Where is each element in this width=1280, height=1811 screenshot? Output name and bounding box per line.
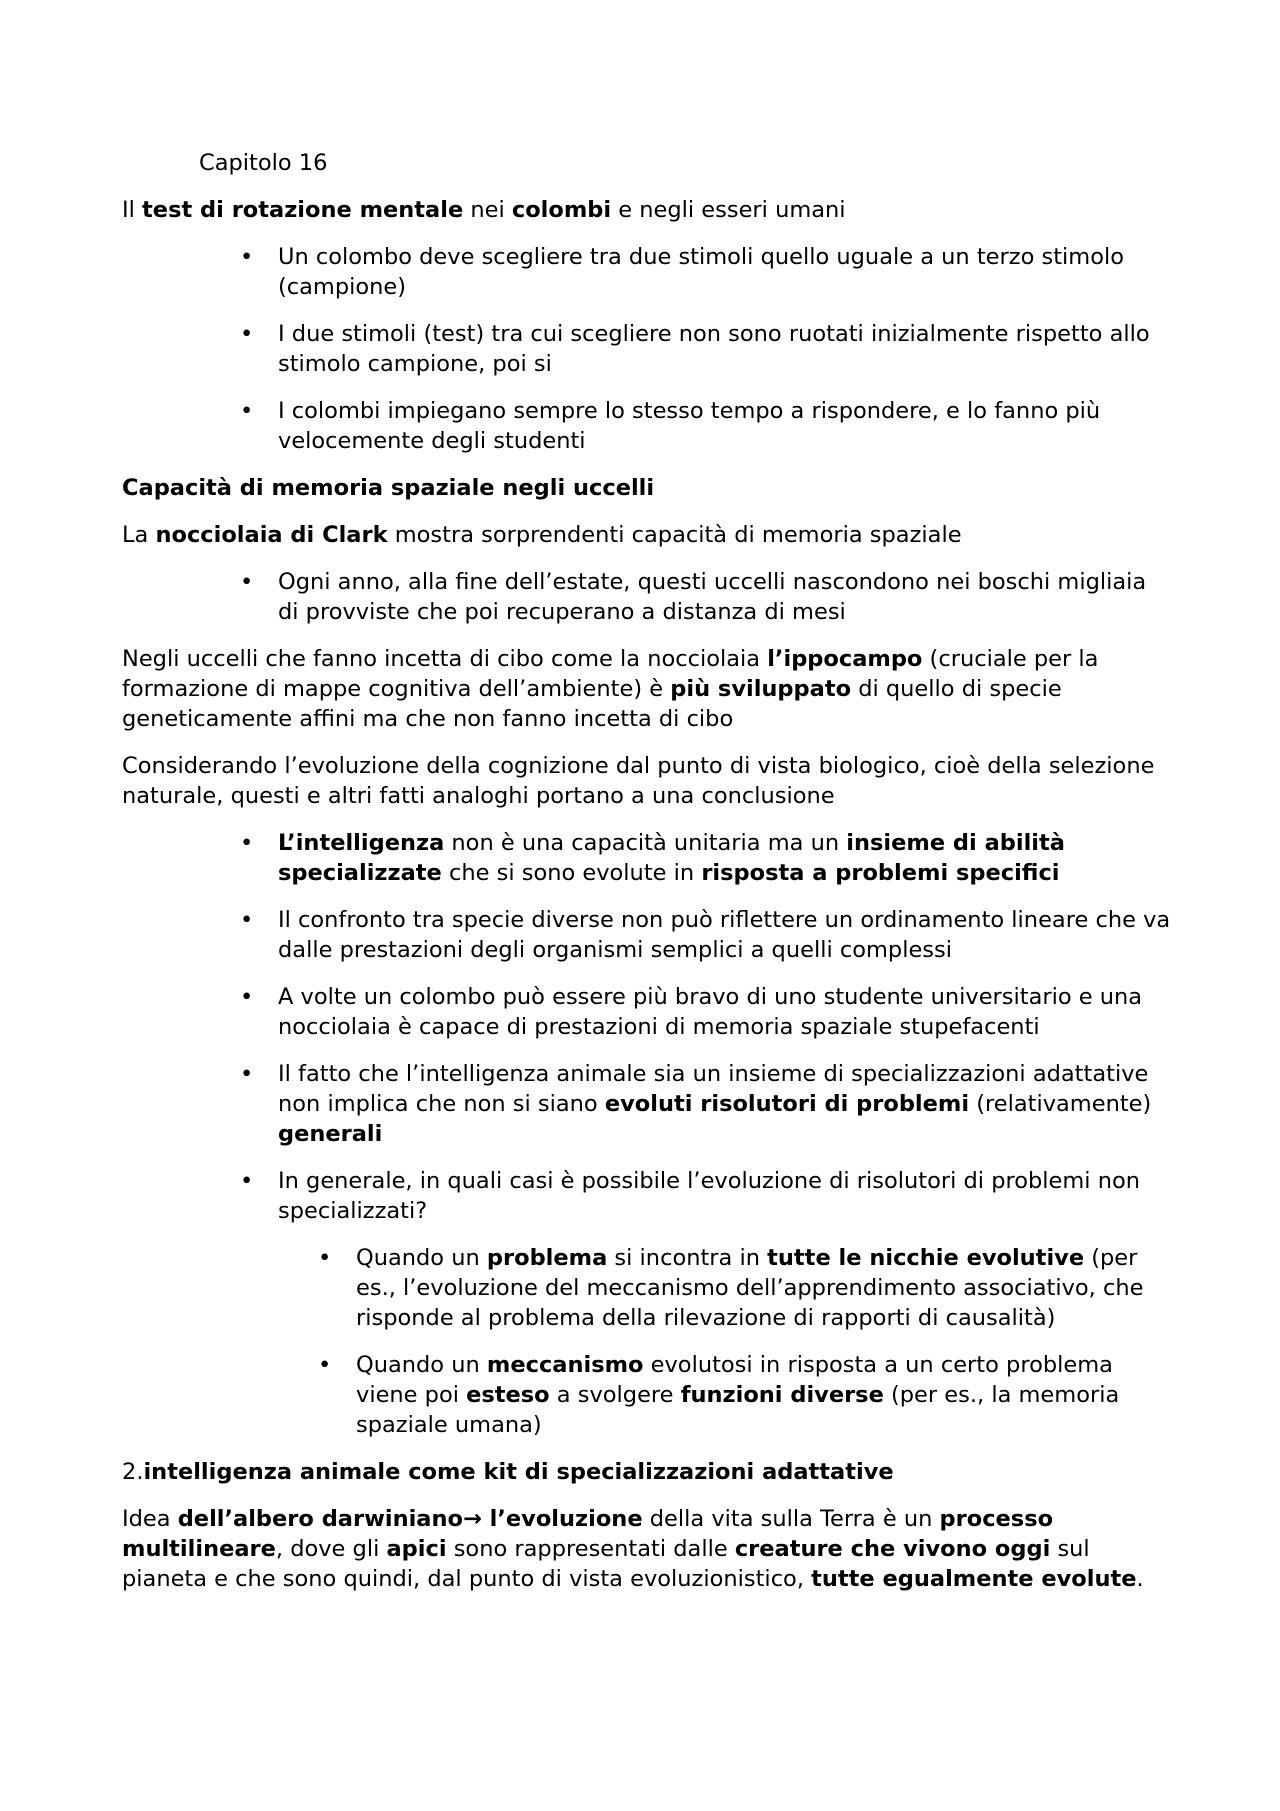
bold-term: l’evoluzione [481, 1506, 643, 1532]
bold-term: tutte egualmente evolute [811, 1566, 1137, 1592]
text: La [122, 522, 156, 548]
list-item: • I colombi impiegano sempre lo stesso tempo a rispondere, e lo fanno più velocemente degli studenti [278, 396, 1172, 456]
text: di quello di specie geneticamente affini ma che non fanno incetta di cibo [122, 676, 1062, 732]
bold-term: insieme di abilità specializzate [278, 830, 1065, 886]
list-item: • Ogni anno, alla fine dell’estate, questi uccelli nascondono nei boschi migliaia di provviste che poi recuperano a distanza di mesi [278, 567, 1172, 627]
text: che si sono evolute in [441, 860, 702, 886]
text: Il [122, 197, 143, 223]
bold-term: generali [278, 1121, 383, 1147]
text: e negli esseri umani [611, 197, 846, 223]
sub-list-item [356, 1350, 1172, 1440]
bold-term: nocciolaia di Clark [155, 522, 388, 548]
text: (relativamente) [969, 1091, 1152, 1117]
bold-term: L’intelligenza [278, 830, 445, 856]
bold-term: l’ippocampo [767, 646, 923, 672]
text: nei [463, 197, 512, 223]
bold-term: colombi [511, 197, 612, 223]
list-item: • A volte un colombo può essere più bravo di uno studente universitario e una nocciolaia è capace di prestazioni di memoria spaziale stupefacenti [278, 982, 1172, 1042]
arrow-icon: → [462, 1506, 482, 1532]
bold-term: meccanismo [486, 1352, 644, 1378]
text: Quando un [356, 1352, 487, 1378]
heading-text: Capacità di memoria spaziale negli uccelli [122, 475, 655, 501]
mental-rotation-list [122, 242, 1172, 456]
text: evolutosi in risposta a un certo problema viene poi [356, 1352, 1113, 1408]
bold-term: processo multilineare [122, 1506, 1054, 1562]
paragraph-hippocampus [122, 644, 1172, 734]
chapter-title: Capitolo 16 [199, 150, 328, 176]
paragraph-clark-nutcracker [122, 520, 1172, 550]
text: mostra sorprendenti capacità di memoria spaziale [387, 522, 962, 548]
section-heading-adaptive-kit [122, 1457, 1172, 1487]
bold-term: problema [486, 1245, 608, 1271]
list-item: • Il confronto tra specie diverse non può riflettere un ordinamento lineare che va dalle prestazioni degli organismi semplici a quelli complessi [278, 905, 1172, 965]
bold-term: funzioni diverse [680, 1382, 884, 1408]
text: (per es., l’evoluzione del meccanismo dell’apprendimento associativo, che risponde al problema della rilevazione di rapporti di causalità) [356, 1245, 1144, 1331]
text: , dove gli [275, 1536, 387, 1562]
bold-term: evoluti risolutori di problemi [604, 1091, 970, 1117]
sub-list-item [356, 1243, 1172, 1333]
text: a svolgere [549, 1382, 681, 1408]
list-item [278, 1059, 1172, 1149]
bold-term: esteso [466, 1382, 550, 1408]
conclusion-list [122, 828, 1172, 1440]
bold-term: test di rotazione mentale [142, 197, 464, 223]
nutcracker-list [122, 567, 1172, 627]
list-item [278, 828, 1172, 888]
text: della vita sulla Terra è un [642, 1506, 940, 1532]
text: (per es., la memoria spaziale umana) [356, 1382, 1120, 1438]
bold-term: risposta a problemi specifici [701, 860, 1060, 886]
bold-term: apici [386, 1536, 447, 1562]
list-item: • Un colombo deve scegliere tra due stimoli quello uguale a un terzo stimolo (campione) [278, 242, 1172, 302]
bold-term: dell’albero darwiniano [177, 1506, 463, 1532]
list-item [278, 1166, 1172, 1440]
heading-number: 2. [122, 1459, 144, 1485]
document-page [122, 148, 1172, 1611]
bold-term: creature che vivono oggi [734, 1536, 1051, 1562]
paragraph-conclusion-intro: Considerando l’evoluzione della cognizione dal punto di vista biologico, cioè della selezione naturale, questi e altri fatti analoghi portano a una conclusione [122, 753, 1155, 809]
list-item: • I due stimoli (test) tra cui scegliere non sono ruotati inizialmente rispetto allo stimolo campione, poi si [278, 319, 1172, 379]
text: Il fatto che l’intelligenza animale sia un insieme di specializzazioni adattative non implica che non si siano [278, 1061, 1149, 1117]
heading-text: intelligenza animale come kit di specializzazioni adattative [143, 1459, 894, 1485]
sub-list [278, 1243, 1172, 1440]
bold-term: tutte le nicchie evolutive [767, 1245, 1085, 1271]
text: non è una capacità unitaria ma un [444, 830, 847, 856]
text: Idea [122, 1506, 178, 1532]
text: sul pianeta e che sono quindi, dal punto di vista evoluzionistico, [122, 1536, 1090, 1592]
paragraph-darwinian-tree [122, 1504, 1172, 1594]
text: Quando un [356, 1245, 487, 1271]
bold-term: più sviluppato [670, 676, 852, 702]
text: (cruciale per la formazione di mappe cognitiva dell’ambiente) è [122, 646, 1099, 702]
section-mental-rotation-intro [122, 195, 1172, 225]
text: sono rappresentati dalle [446, 1536, 735, 1562]
section-heading-spatial-memory [122, 473, 1172, 503]
text: si incontra in [607, 1245, 768, 1271]
text: Negli uccelli che fanno incetta di cibo come la nocciolaia [122, 646, 768, 672]
text: . [1136, 1566, 1144, 1592]
text: In generale, in quali casi è possibile l’evoluzione di risolutori di problemi non specializzati? [278, 1168, 1140, 1224]
